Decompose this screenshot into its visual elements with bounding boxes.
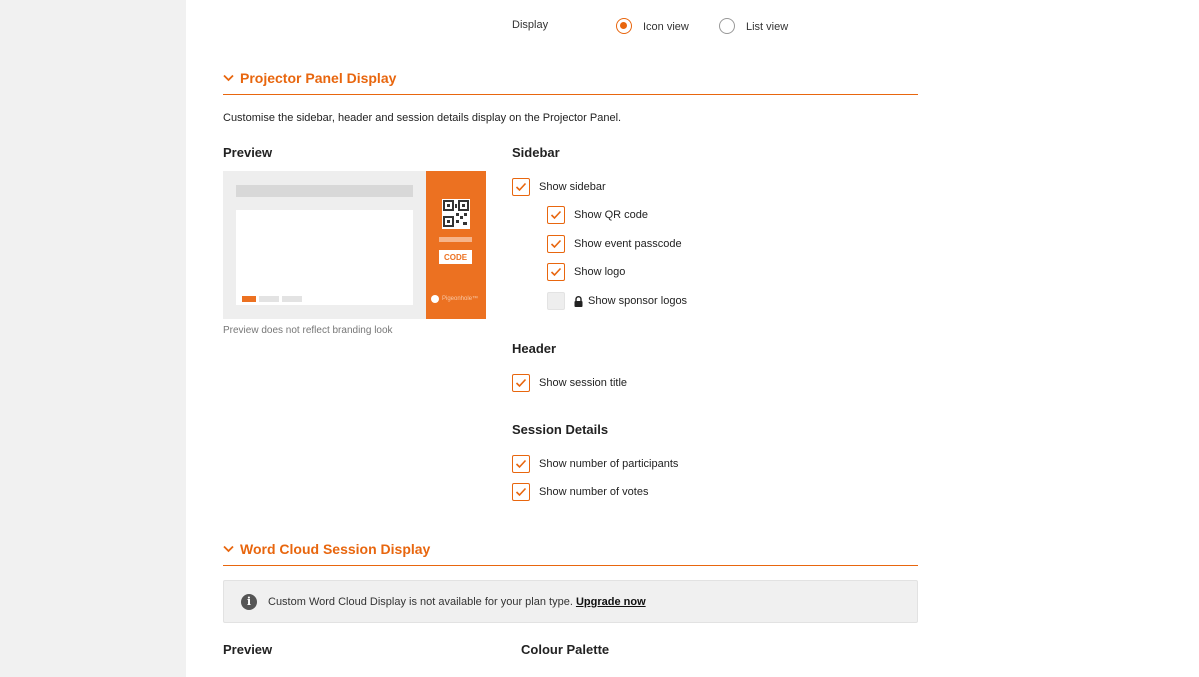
show-sidebar-label: Show sidebar (539, 181, 606, 193)
icon-view-label[interactable]: Icon view (643, 21, 689, 33)
icon-view-radio[interactable] (616, 18, 632, 34)
show-passcode-label: Show event passcode (574, 238, 682, 250)
preview-note: Preview does not reflect branding look (223, 325, 393, 336)
show-passcode-option[interactable] (547, 235, 682, 253)
checkmark-icon (550, 267, 562, 277)
display-label: Display (512, 19, 549, 31)
show-passcode-checkbox[interactable] (547, 235, 565, 253)
chevron-down-icon (223, 74, 234, 82)
upgrade-notice (223, 580, 918, 623)
show-participants-checkbox[interactable] (512, 455, 530, 473)
checkmark-icon (515, 182, 527, 192)
show-votes-checkbox[interactable] (512, 483, 530, 501)
list-view-radio[interactable] (719, 18, 735, 34)
checkmark-icon (550, 239, 562, 249)
show-qr-option[interactable] (547, 206, 648, 224)
checkmark-icon (515, 378, 527, 388)
header-heading: Header (512, 341, 557, 356)
wordcloud-section-title: Word Cloud Session Display (240, 541, 431, 557)
preview-sidebar (426, 171, 486, 319)
projector-preview (223, 171, 486, 319)
show-votes-label: Show number of votes (539, 486, 649, 498)
qr-code-icon (442, 199, 470, 229)
show-logo-label: Show logo (574, 266, 626, 278)
preview-content-card (236, 210, 413, 305)
section-divider (223, 565, 918, 566)
show-participants-option[interactable] (512, 455, 678, 473)
projector-section-title: Projector Panel Display (240, 70, 397, 86)
show-title-checkbox[interactable] (512, 374, 530, 392)
settings-panel (186, 0, 1199, 677)
wordcloud-preview-heading: Preview (223, 642, 273, 657)
upgrade-now-link[interactable]: Upgrade now (575, 595, 646, 608)
info-icon: i (241, 594, 257, 610)
wordcloud-section-toggle[interactable] (223, 541, 430, 557)
chevron-down-icon (223, 545, 234, 553)
show-logo-checkbox[interactable] (547, 263, 565, 281)
show-sidebar-option[interactable] (512, 178, 606, 196)
show-title-option[interactable] (512, 374, 627, 392)
show-sponsor-option (547, 292, 687, 310)
session-details-heading: Session Details (512, 422, 609, 437)
show-sponsor-checkbox (547, 292, 565, 310)
show-logo-option[interactable] (547, 263, 625, 281)
checkmark-icon (515, 459, 527, 469)
colour-palette-heading: Colour Palette (521, 642, 610, 657)
show-sponsor-label: Show sponsor logos (588, 295, 688, 307)
show-qr-label: Show QR code (574, 209, 648, 221)
brand-logo-icon (431, 295, 439, 303)
list-view-label[interactable]: List view (746, 21, 789, 33)
show-votes-option[interactable] (512, 483, 648, 501)
preview-brand-logo: Pigeonhole™ (431, 295, 478, 303)
checkmark-icon (550, 210, 562, 220)
projector-description: Customise the sidebar, header and session details display on the Projector Panel. (223, 112, 622, 124)
preview-code-badge: CODE (439, 250, 472, 264)
lock-icon (574, 296, 583, 307)
preview-header-bar (236, 185, 413, 197)
projector-section-toggle[interactable] (223, 70, 396, 86)
show-qr-checkbox[interactable] (547, 206, 565, 224)
show-sidebar-checkbox[interactable] (512, 178, 530, 196)
section-divider (223, 94, 918, 95)
show-title-label: Show session title (539, 377, 628, 389)
sidebar-heading: Sidebar (512, 145, 560, 160)
notice-text: Custom Word Cloud Display is not available for your plan type. (268, 595, 576, 608)
preview-passcode-bar (439, 237, 472, 242)
show-participants-label: Show number of participants (539, 458, 679, 470)
checkmark-icon (515, 487, 527, 497)
preview-heading: Preview (223, 145, 273, 160)
